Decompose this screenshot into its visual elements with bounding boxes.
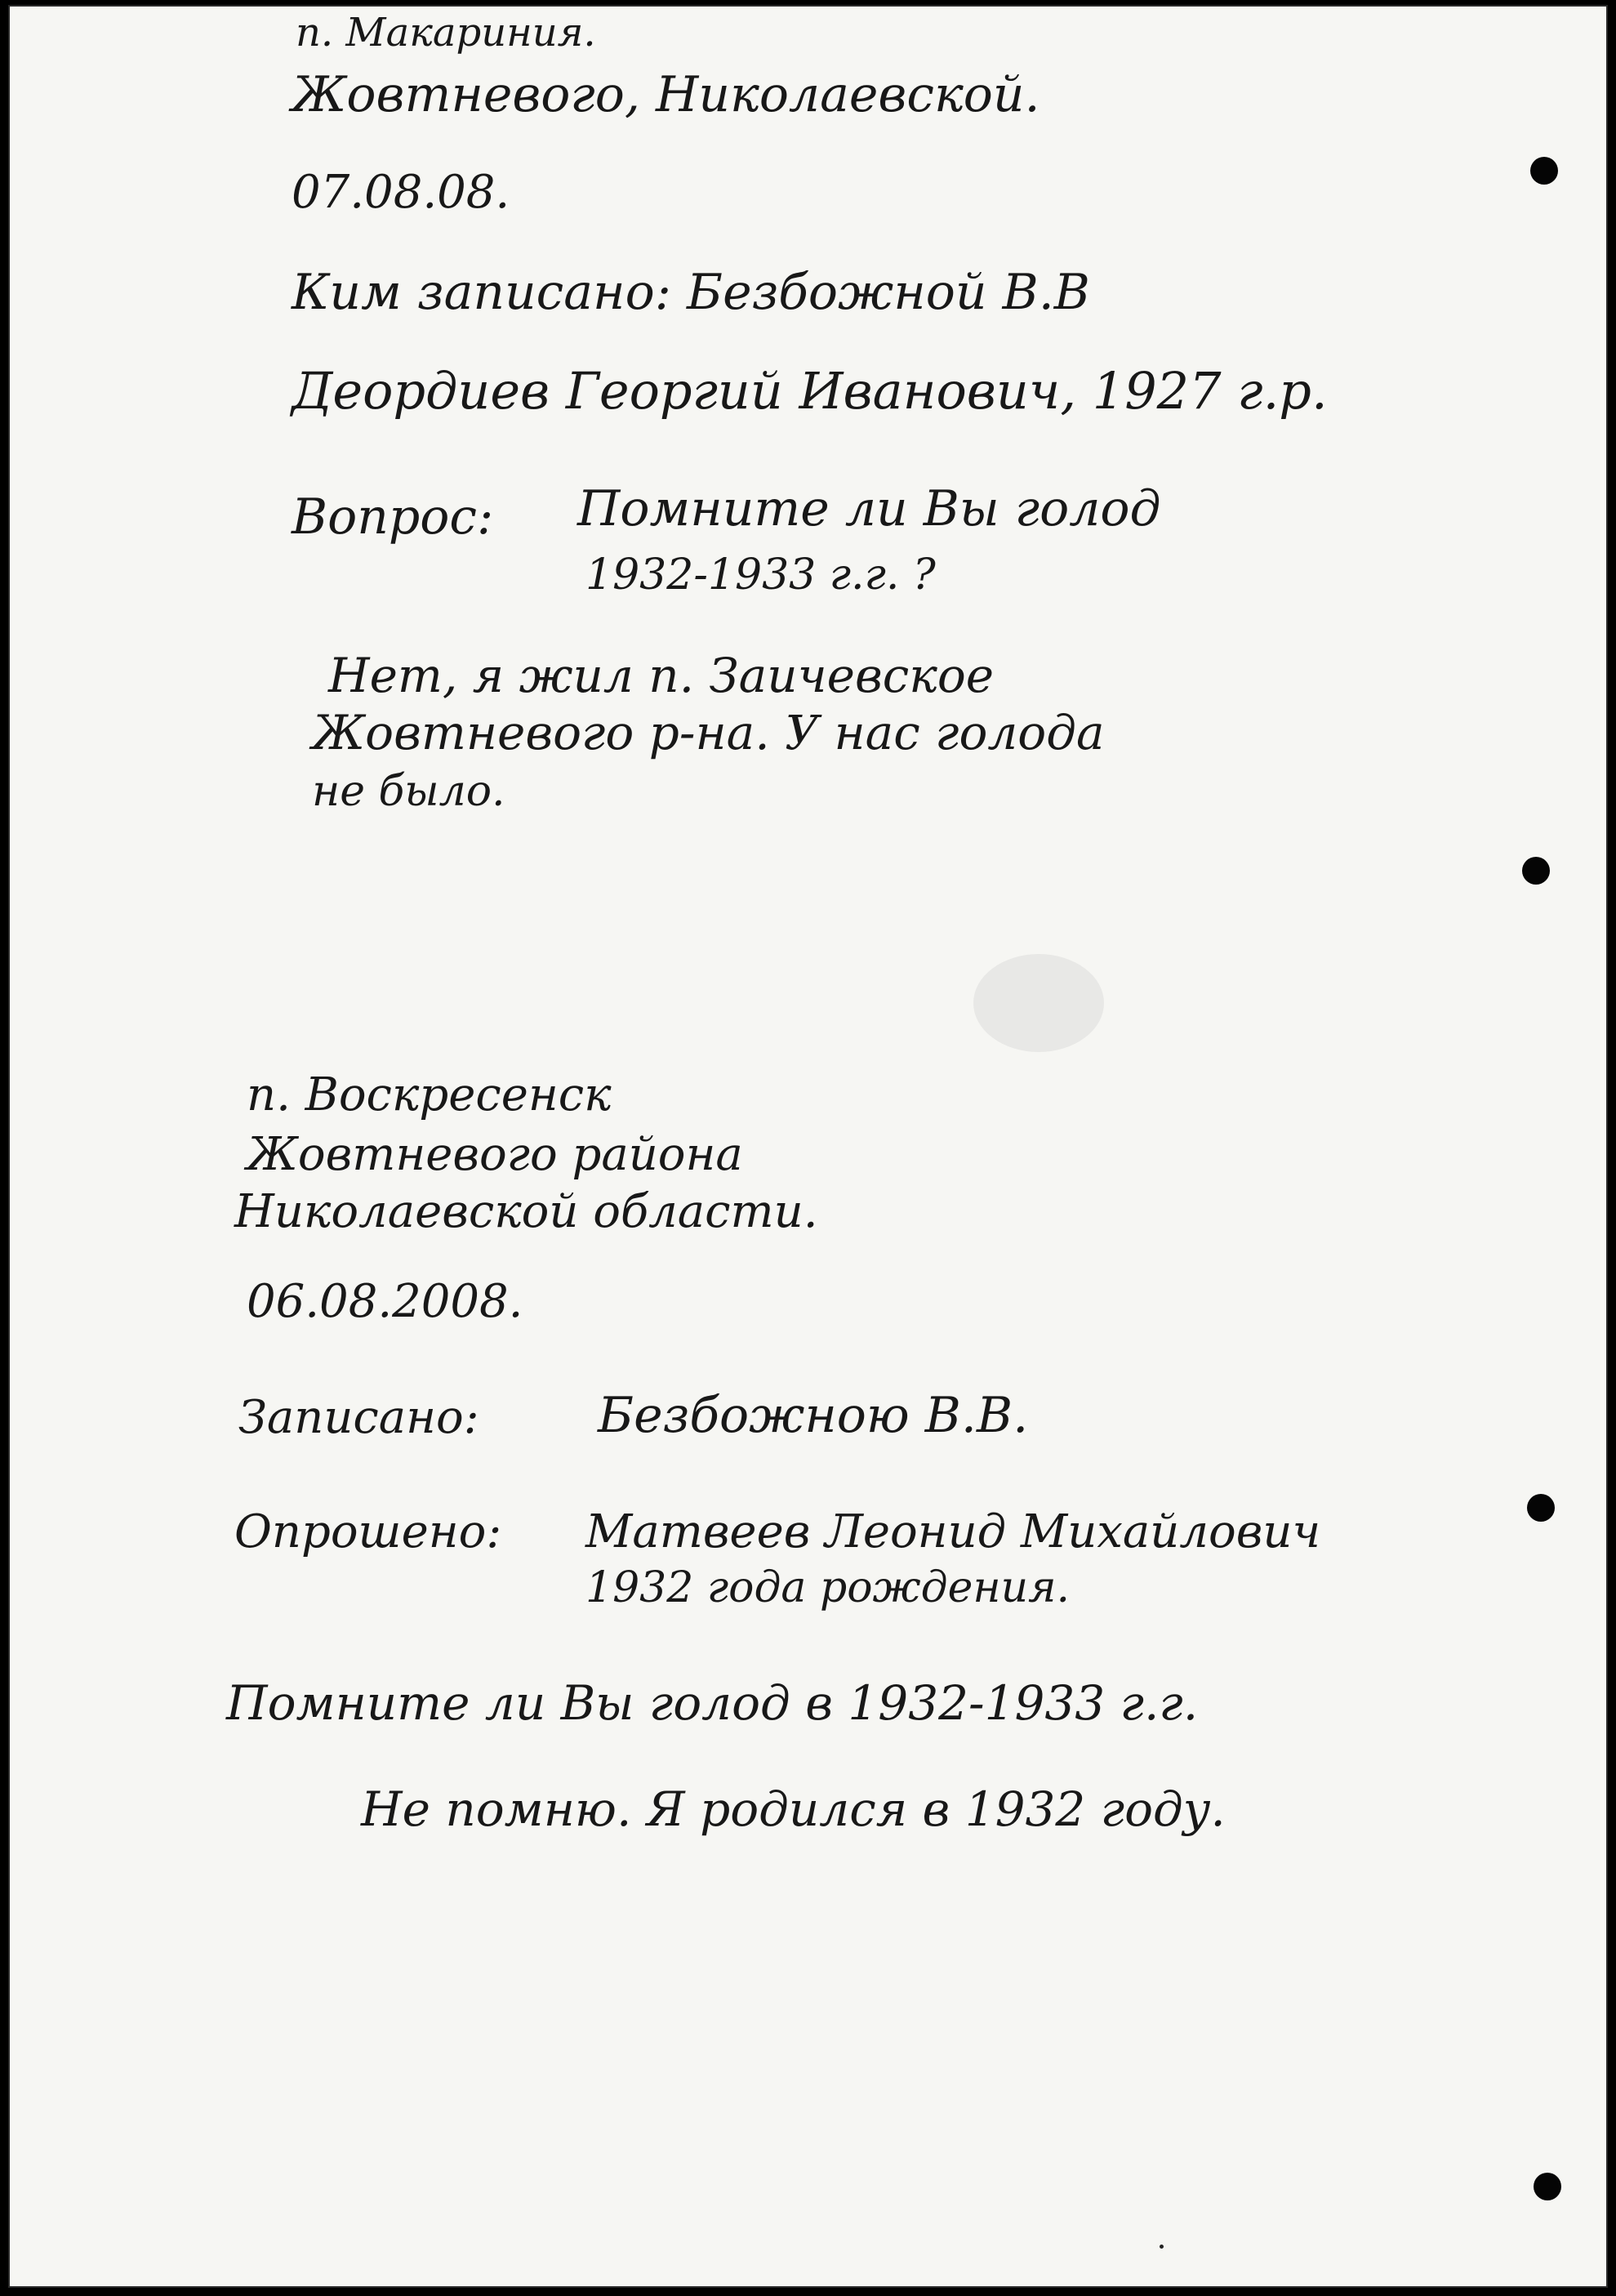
punch-hole-2 [1522, 857, 1550, 885]
punch-hole-3 [1527, 1494, 1555, 1522]
entry-2-question: Помните ли Вы голод в 1932-1933 г.г. [226, 1675, 1199, 1731]
entry-1-respondent: Деордиев Георгий Иванович, 1927 г.р. [292, 361, 1328, 421]
entry-1-answer-line-3: не было. [312, 767, 505, 816]
entry-2-oblast: Николаевской области. [234, 1185, 818, 1238]
paper-smudge [973, 954, 1104, 1052]
stray-mark [1160, 2245, 1164, 2249]
punch-hole-4 [1534, 2173, 1561, 2200]
entry-1-question-line-1: Помните ли Вы голод [577, 480, 1161, 537]
entry-2-interviewed-label: Опрошено: [234, 1505, 502, 1558]
entry-2-recorded-by: Безбожною В.В. [598, 1387, 1029, 1444]
entry-1-date: 07.08.08. [292, 166, 510, 219]
entry-2-birth-year: 1932 года рождения. [585, 1563, 1071, 1612]
entry-1-answer-line-1: Нет, я жил п. Заичевское [328, 648, 995, 703]
entry-1-recorded-by: Ким записано: Безбожной В.В [292, 264, 1090, 321]
document-page [8, 5, 1608, 2288]
entry-1-question-label: Вопрос: [292, 488, 494, 546]
entry-1-question-line-2: 1932-1933 г.г. ? [585, 551, 936, 600]
entry-2-village: п. Воскресенск [247, 1068, 612, 1121]
entry-1-region: Жовтневого, Николаевской. [292, 66, 1040, 123]
entry-2-date: 06.08.2008. [247, 1275, 523, 1328]
entry-2-answer: Не помню. Я родился в 1932 году. [361, 1781, 1226, 1837]
punch-hole-1 [1530, 157, 1558, 185]
entry-2-respondent: Матвеев Леонид Михайлович [585, 1505, 1321, 1558]
entry-2-district: Жовтневого района [247, 1128, 743, 1181]
entry-1-village: п. Макариния. [296, 10, 596, 56]
entry-2-recorded-label: Записано: [238, 1391, 479, 1444]
entry-1-answer-line-2: Жовтневого р-на. У нас голода [312, 705, 1105, 760]
